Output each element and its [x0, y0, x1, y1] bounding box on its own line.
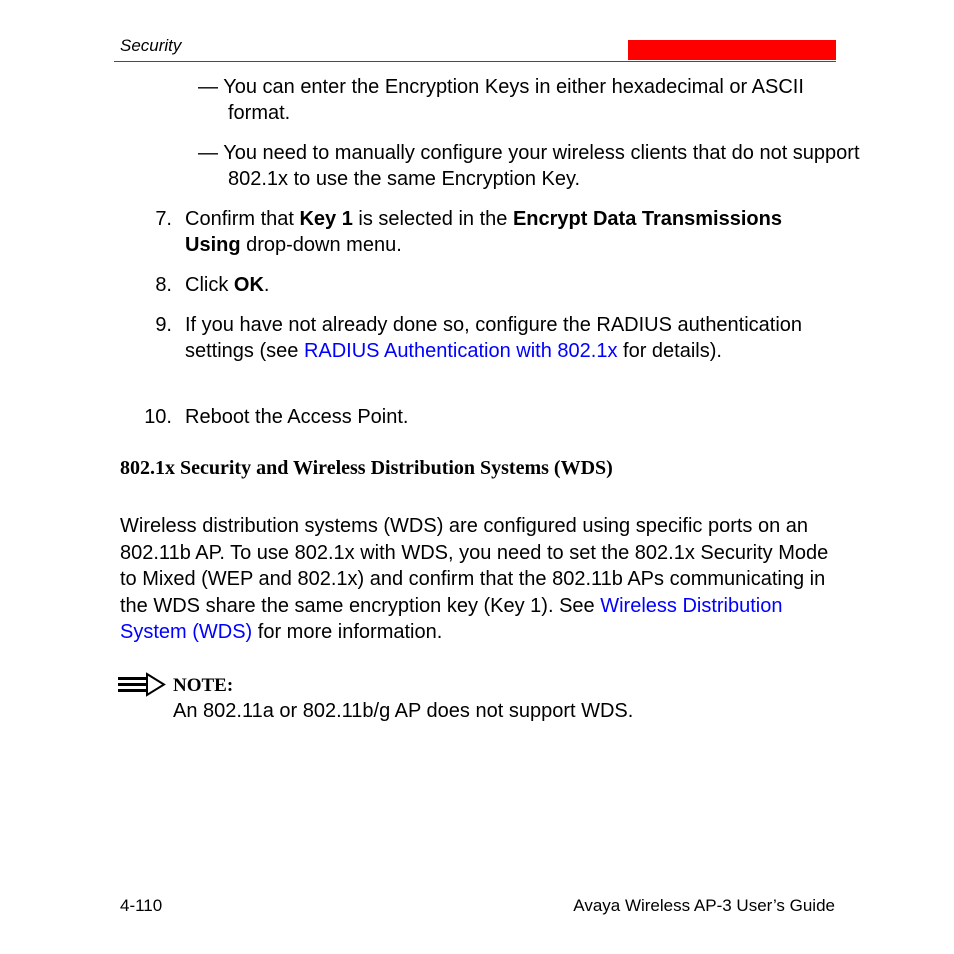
step-number: 9.	[155, 314, 172, 336]
step-number: 8.	[155, 274, 172, 296]
radius-auth-link[interactable]: RADIUS Authentication with 802.1x	[303, 340, 618, 362]
dash-text: You need to manually configure your wireless clients that do not support 802.1x to use the same Encryption Key.	[223, 142, 860, 190]
wds-link[interactable]: Wireless Distribution System (WDS)	[120, 594, 783, 643]
step-text: Reboot the Access Point.	[185, 406, 409, 428]
step-number: 10.	[144, 406, 172, 428]
dash-item-2	[198, 140, 868, 192]
note-label: NOTE:	[173, 675, 234, 696]
note-arrow-icon	[118, 672, 166, 698]
dash-item-1	[198, 74, 868, 126]
header-accent-bar	[628, 40, 836, 60]
step-text: Confirm that Key 1 is selected in the Encrypt Data Transmissions Using drop-down menu.	[185, 208, 782, 256]
header-rule	[114, 61, 836, 62]
dash-mark: —	[198, 142, 218, 164]
footer-doc-title: Avaya Wireless AP-3 User’s Guide	[573, 896, 835, 915]
wds-paragraph: Wireless distribution systems (WDS) are configured using specific ports on an 802.11b AP. To use 802.1x with WDS, you need to set the 802.1x Security Mode to Mixed (WEP and 802.1x) and confirm that the 802.11b APs communicating in the WDS share the same encryption key (Key 1). See Wireless Distribution System (WDS) for more information.	[120, 515, 829, 643]
ui-term-encrypt-menu: Encrypt Data Transmissions Using	[185, 208, 782, 256]
section-heading: 802.1x Security and Wireless Distribution Systems (WDS)	[120, 457, 613, 479]
step-text: Click OK.	[185, 274, 270, 296]
page-number: 4-110	[120, 896, 163, 915]
note-text: An 802.11a or 802.11b/g AP does not support WDS.	[173, 700, 634, 722]
ui-term-ok: OK	[233, 274, 264, 296]
ui-term-key1: Key 1	[299, 208, 353, 230]
dash-text: You can enter the Encryption Keys in either hexadecimal or ASCII format.	[223, 76, 804, 124]
header-section-title: Security	[120, 36, 182, 55]
step-text: If you have not already done so, configure the RADIUS authentication settings (see RADIUS Authentication with 802.1x for details).	[185, 314, 803, 362]
step-number: 7.	[155, 208, 172, 230]
dash-mark: —	[198, 76, 218, 98]
